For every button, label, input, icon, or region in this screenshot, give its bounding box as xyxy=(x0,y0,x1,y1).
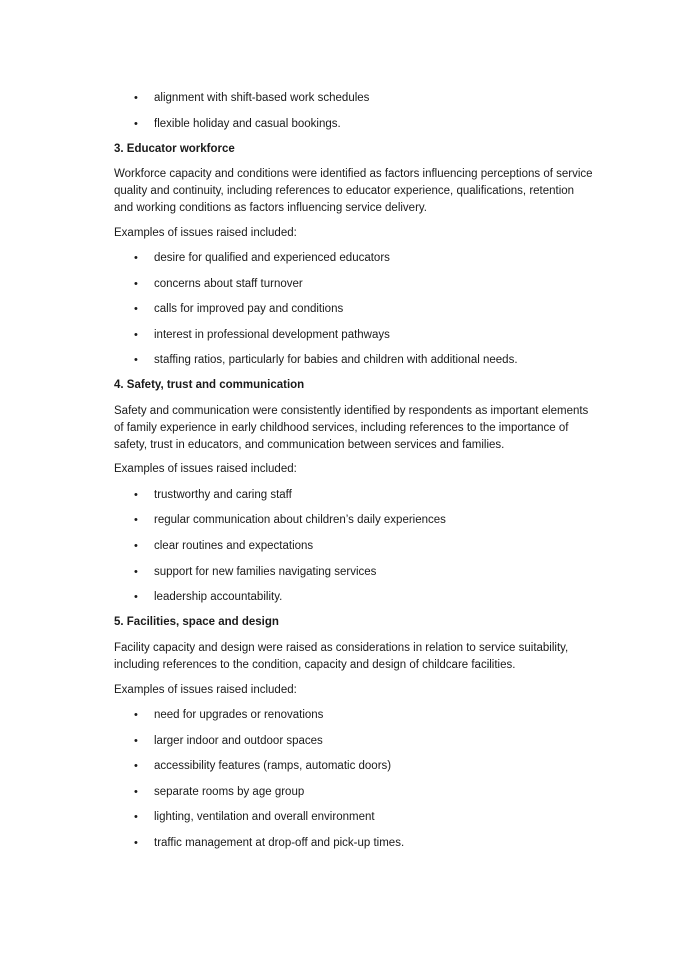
list-item: • flexible holiday and casual bookings. xyxy=(154,117,341,131)
list-item: • trustworthy and caring staff xyxy=(154,488,292,502)
section-heading-educator-workforce: 3. Educator workforce xyxy=(114,143,235,155)
list-item: • desire for qualified and experienced educators xyxy=(154,251,390,265)
examples-intro: Examples of issues raised included: xyxy=(114,463,297,475)
examples-intro: Examples of issues raised included: xyxy=(114,684,297,696)
list-item: • separate rooms by age group xyxy=(154,785,304,799)
list-item: • alignment with shift-based work schedules xyxy=(154,91,369,105)
section-heading-safety-trust: 4. Safety, trust and communication xyxy=(114,379,305,391)
list-item: • staffing ratios, particularly for babies and children with additional needs. xyxy=(154,353,518,367)
list-item: • calls for improved pay and conditions xyxy=(154,302,343,316)
list-item: • support for new families navigating services xyxy=(154,565,376,579)
list-item: • accessibility features (ramps, automatic doors) xyxy=(154,759,391,773)
list-item: • need for upgrades or renovations xyxy=(154,708,323,722)
list-item: • concerns about staff turnover xyxy=(154,277,303,291)
list-item: • leadership accountability. xyxy=(154,590,282,604)
section-paragraph: Workforce capacity and conditions were identified as factors influencing perceptions of service quality and continuity, including references to educator experience, qualifications, retention and working conditions as factors influencing service delivery. xyxy=(114,168,593,214)
list-item: • interest in professional development pathways xyxy=(154,328,390,342)
examples-intro: Examples of issues raised included: xyxy=(114,227,297,239)
section-paragraph: Facility capacity and design were raised as considerations in relation to service suitability, including references to the condition, capacity and design of childcare facilities. xyxy=(114,642,569,671)
list-item: • regular communication about children’s daily experiences xyxy=(154,513,446,527)
section-paragraph: Safety and communication were consistently identified by respondents as important elements of family experience in early childhood services, including references to the importance of safety, trust in educators, and communication between services and families. xyxy=(114,405,589,451)
section-heading-facilities: 5. Facilities, space and design xyxy=(114,616,279,628)
list-item: • traffic management at drop-off and pick-up times. xyxy=(154,836,404,850)
list-item: • larger indoor and outdoor spaces xyxy=(154,734,323,748)
list-item: • lighting, ventilation and overall environment xyxy=(154,810,375,824)
list-item: • clear routines and expectations xyxy=(154,539,313,553)
